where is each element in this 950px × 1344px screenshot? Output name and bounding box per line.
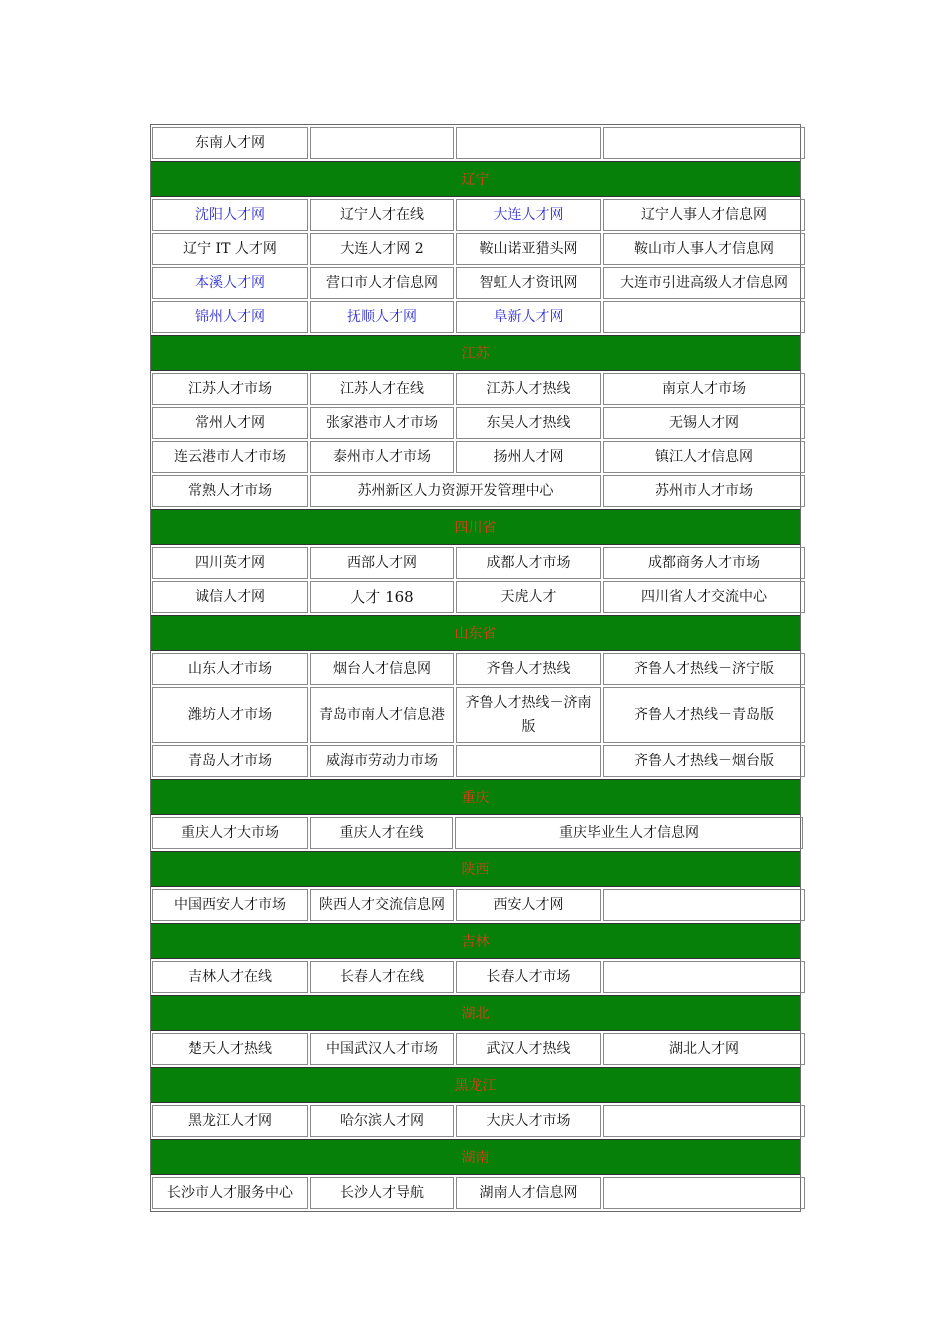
table-cell: 四川英才网 bbox=[152, 547, 308, 579]
table-cell bbox=[603, 889, 805, 921]
section-header-jilin: 吉林 bbox=[151, 923, 800, 959]
table-cell: 长沙人才导航 bbox=[310, 1177, 454, 1209]
table-cell: 南京人才市场 bbox=[603, 373, 805, 405]
table-cell: 陕西人才交流信息网 bbox=[310, 889, 454, 921]
table-cell: 齐鲁人才热线－青岛版 bbox=[603, 687, 805, 743]
table-cell: 鞍山诺亚猎头网 bbox=[456, 233, 601, 265]
table-cell: 张家港市人才市场 bbox=[310, 407, 454, 439]
table-cell: 西安人才网 bbox=[456, 889, 601, 921]
table-cell: 吉林人才在线 bbox=[152, 961, 308, 993]
section-header-chongqing: 重庆 bbox=[151, 779, 800, 815]
section-header-hunan: 湖南 bbox=[151, 1139, 800, 1175]
table-cell: 智虹人才资讯网 bbox=[456, 267, 601, 299]
table-cell: 潍坊人才市场 bbox=[152, 687, 308, 743]
table-cell: 天虎人才 bbox=[456, 581, 601, 613]
table-cell: 威海市劳动力市场 bbox=[310, 745, 454, 777]
section-shaanxi bbox=[151, 887, 800, 923]
table-cell: 辽宁人才在线 bbox=[310, 199, 454, 231]
link-cell[interactable]: 阜新人才网 bbox=[456, 301, 601, 333]
table-cell: 四川省人才交流中心 bbox=[603, 581, 805, 613]
table-cell: 重庆毕业生人才信息网 bbox=[455, 817, 803, 849]
link-cell[interactable]: 大连人才网 bbox=[456, 199, 601, 231]
table-cell: 东南人才网 bbox=[152, 127, 308, 159]
section-sichuan bbox=[151, 545, 800, 615]
table-cell bbox=[603, 1177, 805, 1209]
table-cell: 江苏人才市场 bbox=[152, 373, 308, 405]
table-cell: 营口市人才信息网 bbox=[310, 267, 454, 299]
section-header-shandong: 山东省 bbox=[151, 615, 800, 651]
table-cell: 齐鲁人才热线－济宁版 bbox=[603, 653, 805, 685]
table-cell: 长沙市人才服务中心 bbox=[152, 1177, 308, 1209]
table-cell: 苏州市人才市场 bbox=[603, 475, 805, 507]
table-cell: 泰州市人才市场 bbox=[310, 441, 454, 473]
table-cell: 西部人才网 bbox=[310, 547, 454, 579]
section-header-jiangsu: 江苏 bbox=[151, 335, 800, 371]
section-jiangsu bbox=[151, 371, 800, 509]
table-cell: 中国武汉人才市场 bbox=[310, 1033, 454, 1065]
table-cell: 黑龙江人才网 bbox=[152, 1105, 308, 1137]
section-header-sichuan: 四川省 bbox=[151, 509, 800, 545]
table-cell: 长春人才在线 bbox=[310, 961, 454, 993]
table-cell bbox=[310, 127, 454, 159]
table-cell: 扬州人才网 bbox=[456, 441, 601, 473]
table-cell: 诚信人才网 bbox=[152, 581, 308, 613]
section-hubei bbox=[151, 1031, 800, 1067]
table-cell: 中国西安人才市场 bbox=[152, 889, 308, 921]
table-cell: 大连市引进高级人才信息网 bbox=[603, 267, 805, 299]
table-cell: 江苏人才热线 bbox=[456, 373, 601, 405]
table-cell: 青岛人才市场 bbox=[152, 745, 308, 777]
table-cell: 齐鲁人才热线－烟台版 bbox=[603, 745, 805, 777]
table-cell: 无锡人才网 bbox=[603, 407, 805, 439]
section-hunan bbox=[151, 1175, 800, 1211]
top-row bbox=[151, 125, 800, 161]
table-cell: 辽宁 IT 人才网 bbox=[152, 233, 308, 265]
table-cell: 成都人才市场 bbox=[456, 547, 601, 579]
section-heilongjiang bbox=[151, 1103, 800, 1139]
link-cell[interactable]: 沈阳人才网 bbox=[152, 199, 308, 231]
table-cell: 齐鲁人才热线 bbox=[456, 653, 601, 685]
table-cell: 重庆人才在线 bbox=[310, 817, 453, 849]
table-cell: 鞍山市人事人才信息网 bbox=[603, 233, 805, 265]
table-cell bbox=[456, 127, 601, 159]
section-chongqing bbox=[151, 815, 800, 851]
table-cell: 长春人才市场 bbox=[456, 961, 601, 993]
table-cell: 人才 168 bbox=[310, 581, 454, 613]
table-cell bbox=[603, 1105, 805, 1137]
table-cell: 常熟人才市场 bbox=[152, 475, 308, 507]
table-cell bbox=[603, 127, 805, 159]
table-cell: 楚天人才热线 bbox=[152, 1033, 308, 1065]
table-cell: 苏州新区人力资源开发管理中心 bbox=[310, 475, 601, 507]
table-cell: 大庆人才市场 bbox=[456, 1105, 601, 1137]
link-cell[interactable]: 抚顺人才网 bbox=[310, 301, 454, 333]
table-cell: 江苏人才在线 bbox=[310, 373, 454, 405]
link-cell[interactable]: 本溪人才网 bbox=[152, 267, 308, 299]
table-cell: 常州人才网 bbox=[152, 407, 308, 439]
table-cell: 烟台人才信息网 bbox=[310, 653, 454, 685]
table-cell: 哈尔滨人才网 bbox=[310, 1105, 454, 1137]
section-header-hubei: 湖北 bbox=[151, 995, 800, 1031]
table-cell: 山东人才市场 bbox=[152, 653, 308, 685]
table-cell bbox=[603, 301, 805, 333]
section-header-shaanxi: 陕西 bbox=[151, 851, 800, 887]
section-jilin bbox=[151, 959, 800, 995]
table-cell: 湖南人才信息网 bbox=[456, 1177, 601, 1209]
table-cell: 重庆人才大市场 bbox=[152, 817, 308, 849]
link-cell[interactable]: 锦州人才网 bbox=[152, 301, 308, 333]
table-cell: 镇江人才信息网 bbox=[603, 441, 805, 473]
table-cell: 成都商务人才市场 bbox=[603, 547, 805, 579]
table-cell: 连云港市人才市场 bbox=[152, 441, 308, 473]
section-header-liaoning: 辽宁 bbox=[151, 161, 800, 197]
table-cell: 齐鲁人才热线－济南版 bbox=[456, 687, 601, 743]
table-cell: 武汉人才热线 bbox=[456, 1033, 601, 1065]
table-cell bbox=[456, 745, 601, 777]
section-header-heilongjiang: 黑龙江 bbox=[151, 1067, 800, 1103]
links-table bbox=[150, 124, 801, 1212]
table-cell: 东吴人才热线 bbox=[456, 407, 601, 439]
table-cell: 湖北人才网 bbox=[603, 1033, 805, 1065]
table-cell: 青岛市南人才信息港 bbox=[310, 687, 454, 743]
table-cell: 辽宁人事人才信息网 bbox=[603, 199, 805, 231]
section-liaoning bbox=[151, 197, 800, 335]
table-cell: 大连人才网 2 bbox=[310, 233, 454, 265]
section-shandong bbox=[151, 651, 800, 779]
table-cell bbox=[603, 961, 805, 993]
